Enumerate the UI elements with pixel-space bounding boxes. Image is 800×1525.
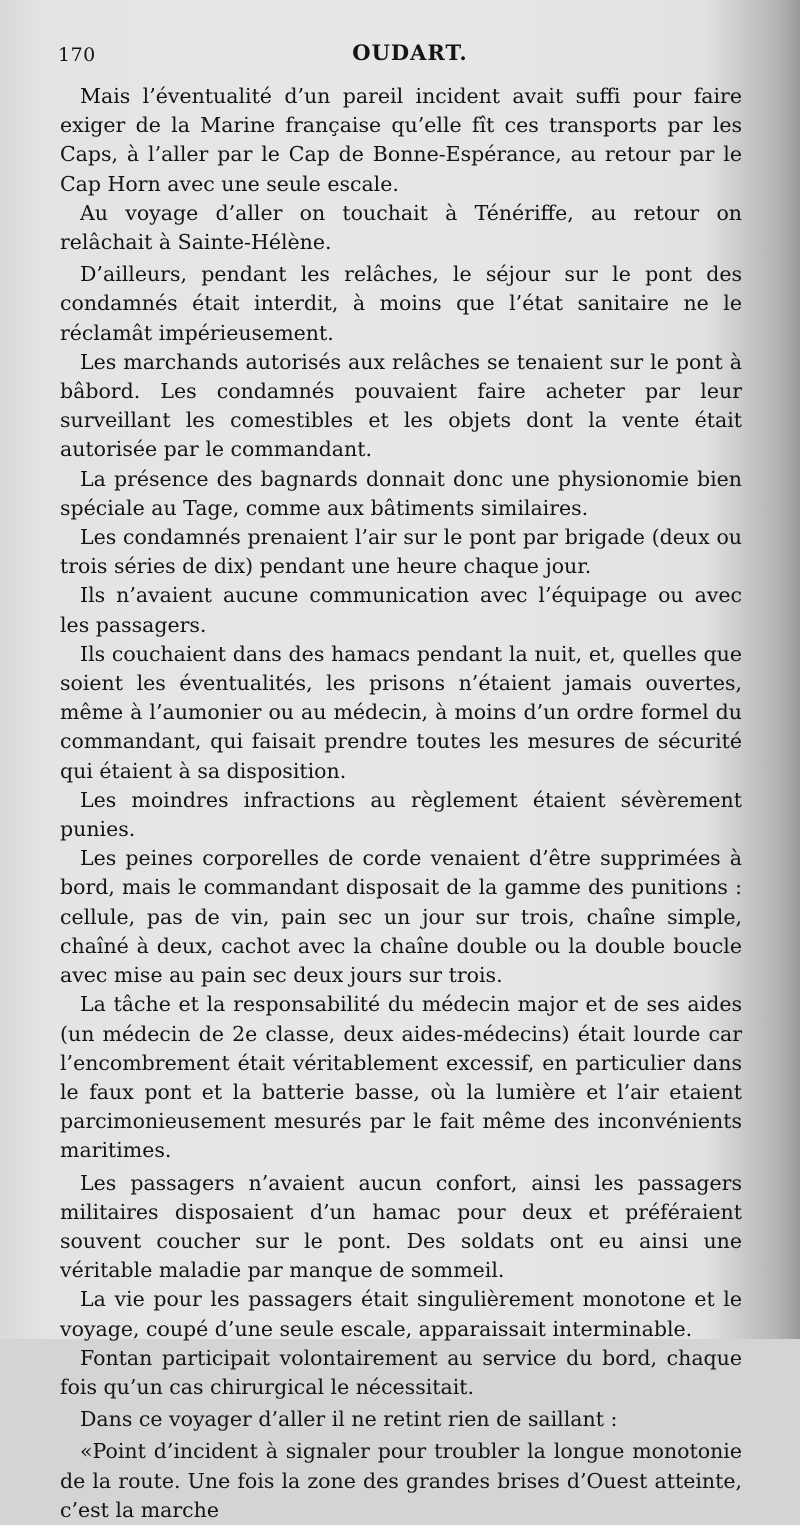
paragraph: Ils couchaient dans des hamacs pendant la nuit, et, quelles que soient les éventualités, les prisons n’étaient jamais ouvertes, même à l’aumonier ou au médecin, à moins d’un ordre formel du commandant, qui faisait prendre toutes les mesures de sécurité qui étaient à sa disposition. (60, 641, 742, 783)
paragraph: «Point d’incident à signaler pour troubler la longue monotonie de la route. Une fois la zone des grandes brises d’Ouest atteinte, c’est la marche (60, 1439, 742, 1522)
paragraph: D’ailleurs, pendant les relâches, le séjour sur le pont des condamnés était interdit, à moins que l’état sanitaire ne le réclamât impérieusement. (60, 262, 742, 345)
paragraph: Les peines corporelles de corde venaient d’être supprimées à bord, mais le commandant disposait de la gamme des punitions : cellule, pas de vin, pain sec un jour sur trois, chaîne simple, chaîné à deux, cachot avec la chaîne double ou la double boucle avec mise au pain sec deux jours sur trois. (60, 846, 742, 988)
paragraph: La vie pour les passagers était singulièrement monotone et le voyage, coupé d’une seule escale, apparaissait interminable. (60, 1287, 742, 1341)
page-header (58, 40, 742, 70)
running-head: OUDART. (352, 40, 468, 65)
paragraph: Les passagers n’avaient aucun confort, ainsi les passagers militaires disposaient d’un hamac pour deux et préféraient souvent coucher sur le pont. Des soldats ont eu ainsi une véritable maladie par manque de sommeil. (60, 1170, 742, 1283)
paragraph: La tâche et la responsabilité du médecin major et de ses aides (un médecin de 2e classe, deux aides-médecins) était lourde car l’encombrement était véritablement excessif, en particulier dans le faux pont et la batterie basse, où la lumière et l’air etaient parcimonieusement mesurés par le fait même des inconvénients maritimes. (60, 992, 742, 1163)
paragraph: Les moindres infractions au règlement étaient sévèrement punies. (60, 787, 742, 842)
paragraph: Fontan participait volontairement au service du bord, chaque fois qu’un cas chirurgical le nécessitait. (60, 1345, 742, 1399)
body-text (60, 82, 742, 1525)
paragraph: Les marchands autorisés aux relâches se tenaient sur le pont à bâbord. Les condamnés pouvaient faire acheter par leur surveillant les comestibles et les objets dont la vente était autorisée par le commandant. (60, 349, 742, 462)
page-number: 170 (58, 44, 96, 66)
paragraph: La présence des bagnards donnait donc une physionomie bien spéciale au Tage, comme aux bâtiments similaires. (60, 466, 742, 520)
paragraph: Mais l’éventualité d’un pareil incident avait suffi pour faire exiger de la Marine française qu’elle fît ces transports par les Caps, à l’aller par le Cap de Bonne-Espérance, au retour par le Cap Horn avec une seule escale. (60, 84, 742, 196)
paragraph: Les condamnés prenaient l’air sur le pont par brigade (deux ou trois séries de dix) pendant une heure chaque jour. (60, 525, 742, 579)
paragraph: Ils n’avaient aucune communication avec l’équipage ou avec les passagers. (60, 583, 742, 637)
paragraph: Dans ce voyager d’aller il ne retint rien de saillant : (80, 1407, 618, 1432)
paragraph: Au voyage d’aller on touchait à Ténériffe, au retour on relâchait à Sainte-Hélène. (60, 200, 742, 255)
